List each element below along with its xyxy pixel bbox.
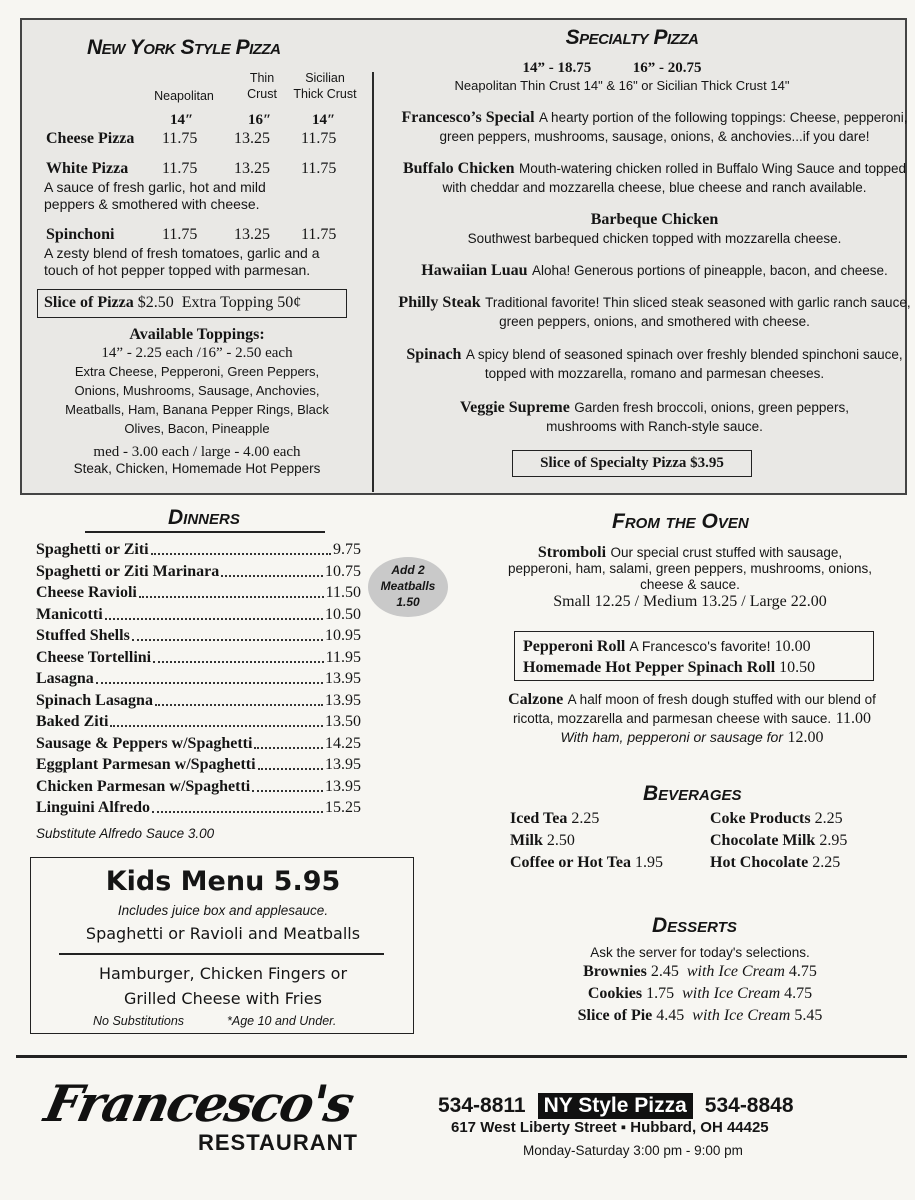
ny-style-badge: NY Style Pizza: [538, 1093, 693, 1119]
beverage-price: 2.25: [571, 810, 600, 827]
beverage-item: [710, 832, 847, 850]
dessert-with: with Ice Cream: [682, 985, 781, 1002]
beverage-price: 2.25: [812, 854, 841, 871]
dinner-item: [36, 775, 361, 796]
pepperoni-roll-name: Pepperoni Roll: [523, 638, 626, 655]
dessert-item: [500, 1007, 900, 1025]
dessert-item: [500, 985, 900, 1003]
phone-2: 534-8848: [704, 1094, 794, 1117]
specialty-description: Traditional favorite! Thin sliced steak seasoned with garlic ranch sauce, green peppers, onions, and smothered with cheese.: [485, 295, 911, 329]
pizza-price: 11.75: [301, 226, 337, 243]
beverage-item: [510, 810, 599, 828]
pizza-price: 13.25: [234, 160, 270, 177]
pizza-name: Spinchoni: [46, 226, 115, 243]
toppings-block: [37, 326, 357, 476]
premium-price: med - 3.00 each / large - 4.00 each: [93, 444, 301, 460]
col-neapolitan: Neapolitan: [154, 89, 214, 103]
dinner-name: Cheese Tortellini: [36, 648, 152, 666]
dinner-price: 13.95: [325, 777, 361, 795]
specialty-description: Mouth-watering chicken rolled in Buffalo Wing Sauce and topped with cheddar and mozzarella cheese, blue cheese and ranch available.: [442, 161, 907, 195]
kids-option-2a: Hamburger, Chicken Fingers or: [98, 964, 348, 983]
dinner-leader: [258, 768, 323, 770]
beverage-price: 2.25: [814, 810, 843, 827]
dinner-leader: [151, 553, 331, 555]
hot-pepper-roll-price: 10.50: [779, 659, 816, 676]
beverage-item: [510, 854, 663, 872]
dinner-item: [36, 538, 361, 559]
beverage-name: Coffee or Hot Tea: [510, 854, 632, 871]
dinner-leader: [96, 682, 323, 684]
specialty-name: Buffalo Chicken: [402, 160, 515, 177]
substitute-note: Substitute Alfredo Sauce 3.00: [36, 826, 215, 841]
beverage-name: Iced Tea: [510, 810, 568, 827]
specialty-item: [392, 108, 915, 146]
pizza-price: 13.25: [234, 226, 270, 243]
kids-divider: [59, 953, 384, 955]
pizza-description: A zesty blend of fresh tomatoes, garlic and a touch of hot pepper topped with parmesan.: [44, 245, 320, 278]
pizza-price: 11.75: [301, 160, 337, 177]
pizza-price: 11.75: [162, 130, 198, 147]
dinner-item: [36, 732, 361, 753]
dinner-leader: [132, 639, 323, 641]
specialty-name: Spinach: [406, 346, 462, 363]
beverage-price: 1.95: [635, 854, 664, 871]
col-sicilian: Sicilian Thick Crust: [293, 71, 357, 101]
pizza-price: 11.75: [162, 226, 198, 243]
kids-includes: Includes juice box and applesauce.: [117, 903, 329, 918]
dinner-name: Stuffed Shells: [36, 627, 130, 644]
kids-menu-box: [30, 857, 414, 1034]
footer-rule: [16, 1055, 907, 1058]
dinner-leader: [254, 747, 323, 749]
dinner-item: [36, 603, 361, 624]
desserts-title: Desserts: [652, 914, 737, 937]
specialty-name: Hawaiian Luau: [421, 262, 528, 279]
specialty-slice-box: Slice of Specialty Pizza $3.95: [512, 450, 752, 477]
phone-row: [438, 1092, 868, 1120]
dinner-price: 11.50: [325, 584, 361, 601]
dinner-leader: [252, 790, 323, 792]
dessert-item: [500, 963, 900, 981]
column-divider: [372, 72, 374, 492]
rolls-box: [514, 631, 874, 681]
pizza-name: White Pizza: [46, 160, 129, 177]
address: 617 West Liberty Street ▪ Hubbard, OH 44425: [451, 1119, 769, 1136]
beverage-price: 2.95: [819, 832, 848, 849]
specialty-description: Aloha! Generous portions of pineapple, bacon, and cheese.: [531, 263, 888, 278]
dinner-item: [36, 796, 361, 817]
specialty-description: Southwest barbequed chicken topped with mozzarella cheese.: [467, 231, 842, 246]
ny-pizza-title: New York Style Pizza: [87, 36, 281, 59]
calzone-price: 11.00: [835, 710, 872, 727]
dinner-price: 13.95: [325, 756, 361, 773]
dinner-item: [36, 710, 361, 731]
dinner-name: Spinach Lasagna: [36, 691, 153, 709]
size-neapolitan: 14″: [170, 112, 194, 128]
dinner-item: [36, 581, 361, 602]
premium-list: Steak, Chicken, Homemade Hot Peppers: [73, 461, 321, 476]
dinner-item: [36, 753, 361, 774]
dinner-price: 9.75: [333, 541, 361, 558]
meatballs-badge: [368, 557, 448, 617]
dinner-item: [36, 689, 361, 710]
dinner-price: 14.25: [325, 734, 361, 752]
dinner-name: Chicken Parmesan w/Spaghetti: [36, 777, 251, 795]
pizza-price: 13.25: [234, 130, 270, 147]
dinner-leader: [105, 618, 323, 620]
specialty-item: [392, 261, 915, 280]
dessert-with-price: 4.75: [788, 963, 817, 980]
specialty-item: [392, 293, 915, 331]
specialty-description: Garden fresh broccoli, onions, green peppers, mushrooms with Ranch-style sauce.: [546, 400, 849, 434]
beverage-name: Milk: [510, 832, 543, 849]
extra-topping: Extra Topping 50¢: [181, 294, 302, 311]
specialty-item: [392, 398, 915, 436]
pizza-name: Cheese Pizza: [46, 130, 135, 147]
pizza-price: 11.75: [162, 160, 198, 177]
desserts-note: Ask the server for today's selections.: [590, 945, 810, 960]
dinner-item: [36, 624, 361, 645]
phone-1: 534-8811: [438, 1094, 526, 1117]
size-thin: 16″: [248, 112, 272, 128]
dessert-with: with Ice Cream: [686, 963, 785, 980]
logo-script: Francesco's: [39, 1074, 358, 1133]
kids-note-2: *Age 10 and Under.: [227, 1014, 337, 1028]
slice-price: $2.50: [137, 294, 174, 311]
specialty-name: Barbeque Chicken: [590, 211, 719, 228]
pizza-description: A sauce of fresh garlic, hot and mild peppers & smothered with cheese.: [44, 179, 266, 212]
toppings-title: Available Toppings:: [129, 326, 265, 343]
dinner-name: Spaghetti or Ziti: [36, 541, 149, 558]
dinner-leader: [110, 725, 323, 727]
oven-title: From the Oven: [612, 510, 749, 533]
dessert-name: Slice of Pie: [577, 1007, 653, 1024]
specialty-prices: [402, 60, 822, 77]
dinner-leader: [155, 704, 323, 706]
dinner-name: Eggplant Parmesan w/Spaghetti: [36, 756, 256, 773]
beverage-item: [710, 854, 840, 872]
beverage-item: [510, 832, 575, 850]
dinners-title: Dinners: [168, 506, 240, 529]
logo-word: RESTAURANT: [198, 1130, 358, 1155]
beverage-item: [710, 810, 843, 828]
dinner-name: Cheese Ravioli: [36, 584, 137, 601]
beverage-name: Chocolate Milk: [710, 832, 816, 849]
kids-option-2b: Grilled Cheese with Fries: [124, 989, 322, 1008]
meatballs-line2: Meatballs: [380, 579, 436, 593]
dinner-leader: [152, 811, 323, 813]
dessert-name: Brownies: [583, 963, 647, 980]
dinner-leader: [221, 575, 323, 577]
specialty-item: [392, 159, 915, 197]
hot-pepper-roll-name: Homemade Hot Pepper Spinach Roll: [523, 659, 776, 676]
dessert-with: with Ice Cream: [692, 1007, 791, 1024]
specialty-price-16: 16” - 20.75: [632, 60, 702, 76]
dessert-price: 2.45: [650, 963, 679, 980]
dinner-price: 11.95: [325, 648, 361, 666]
pizza-price: 11.75: [301, 130, 337, 147]
toppings-price: 14” - 2.25 each /16” - 2.50 each: [101, 345, 293, 361]
specialty-description: A hearty portion of the following toppings: Cheese, pepperoni, green peppers, mushrooms, sausage, onions, & anchovies...if you dare!: [439, 110, 908, 144]
stromboli-description: Our special crust stuffed with sausage, pepperoni, ham, salami, green peppers, mushrooms, onions, cheese & sauce.: [508, 545, 872, 592]
specialty-name: Veggie Supreme: [460, 399, 570, 416]
specialty-price-14: 14” - 18.75: [522, 60, 592, 76]
slice-label: Slice of Pizza: [44, 294, 134, 311]
specialty-item: [392, 210, 915, 248]
dessert-with-price: 4.75: [784, 985, 813, 1002]
calzone-extra-price: 12.00: [787, 729, 824, 746]
dinner-name: Manicotti: [36, 605, 103, 623]
calzone-name: Calzone: [508, 691, 564, 708]
dinner-leader: [139, 596, 324, 598]
specialty-title: Specialty Pizza: [565, 26, 699, 49]
dessert-with-price: 5.45: [794, 1007, 823, 1024]
pizza-panel: [20, 18, 911, 495]
meatballs-price: 1.50: [396, 595, 420, 609]
dinner-name: Spaghetti or Ziti Marinara: [36, 562, 220, 580]
pepperoni-roll-price: 10.00: [774, 638, 811, 655]
dinner-leader: [153, 661, 323, 663]
beverage-name: Hot Chocolate: [710, 854, 809, 871]
dinner-item: [36, 646, 361, 667]
toppings-list: Extra Cheese, Pepperoni, Green Peppers, Onions, Mushrooms, Sausage, Anchovies, Meatballs, Ham, Banana Pepper Rings, Black Olives, Bacon, Pineapple: [65, 364, 329, 436]
dessert-price: 4.45: [656, 1007, 685, 1024]
dinner-price: 13.50: [325, 713, 361, 730]
calzone-extra: With ham, pepperoni or sausage for: [560, 729, 783, 745]
dessert-price: 1.75: [646, 985, 675, 1002]
specialty-item: [392, 345, 915, 383]
beverage-price: 2.50: [546, 832, 575, 849]
dinner-price: 10.95: [325, 627, 361, 644]
dinner-price: 15.25: [325, 799, 361, 816]
dinner-name: Sausage & Peppers w/Spaghetti: [36, 734, 253, 752]
stromboli-block: [505, 545, 875, 610]
dinner-name: Baked Ziti: [36, 713, 109, 730]
stromboli-prices: Small 12.25 / Medium 13.25 / Large 22.00: [553, 593, 827, 610]
beverages-title: Beverages: [643, 782, 742, 805]
calzone-description: A half moon of fresh dough stuffed with our blend of ricotta, mozzarella and parmesan cheese with sauce.: [512, 692, 876, 726]
slice-box: [37, 289, 347, 318]
dessert-name: Cookies: [587, 985, 643, 1002]
calzone-block: [492, 690, 892, 747]
kids-option-1: Spaghetti or Ravioli and Meatballs: [85, 924, 361, 943]
beverage-name: Coke Products: [710, 810, 811, 827]
specialty-name: Philly Steak: [398, 294, 481, 311]
dinner-price: 13.95: [325, 670, 361, 687]
logo: [40, 1074, 420, 1164]
dinner-name: Lasagna: [36, 670, 94, 687]
dinner-price: 13.95: [325, 691, 361, 709]
dinner-item: [36, 560, 361, 581]
dinner-price: 10.50: [325, 605, 361, 623]
specialty-description: A spicy blend of seasoned spinach over freshly blended spinchoni sauce, topped with mozzarella, romano and parmesan cheeses.: [465, 347, 903, 381]
dinner-price: 10.75: [325, 562, 361, 580]
col-thin-crust: Thin Crust: [247, 71, 277, 101]
size-sicilian: 14″: [312, 112, 336, 128]
crust-note: Neapolitan Thin Crust 14" & 16" or Sicilian Thick Crust 14": [454, 78, 790, 93]
stromboli-name: Stromboli: [537, 544, 607, 561]
hours: Monday-Saturday 3:00 pm - 9:00 pm: [523, 1143, 743, 1158]
specialty-name: Francesco’s Special: [401, 109, 535, 126]
dinner-name: Linguini Alfredo: [36, 799, 150, 816]
dinner-item: [36, 667, 361, 688]
kids-title: Kids Menu 5.95: [105, 866, 341, 897]
dinners-underline: [85, 531, 325, 533]
pepperoni-roll-desc: A Francesco's favorite!: [629, 638, 771, 654]
kids-note-1: No Substitutions: [93, 1014, 185, 1028]
meatballs-line1: Add 2: [391, 563, 425, 577]
